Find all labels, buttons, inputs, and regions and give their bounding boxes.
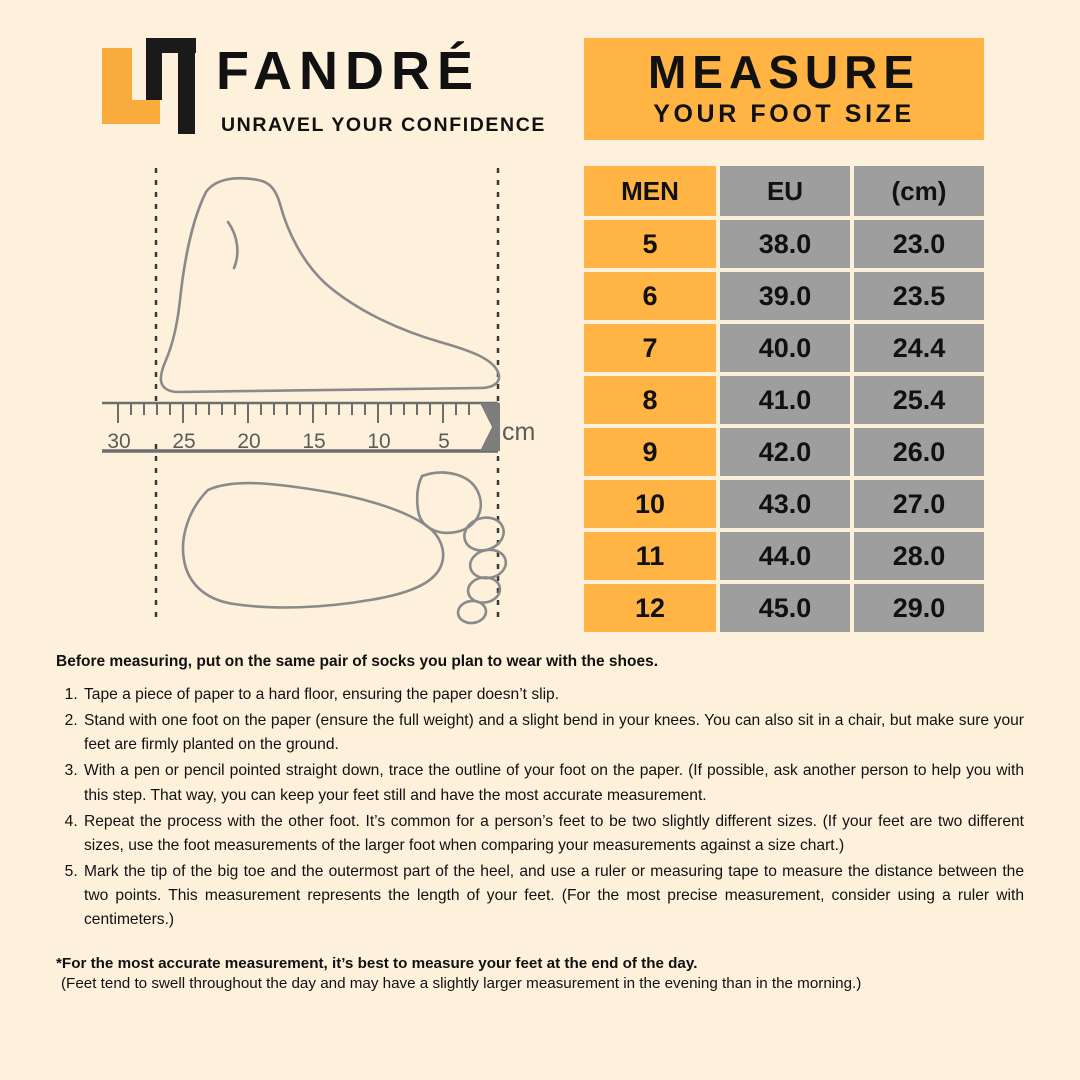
- table-cell: 10: [584, 480, 716, 528]
- brand-tagline: UNRAVEL YOUR CONFIDENCE: [221, 114, 546, 136]
- table-cell: 29.0: [854, 584, 984, 632]
- table-cell: 27.0: [854, 480, 984, 528]
- table-header-cell: MEN: [584, 166, 716, 216]
- footnote-bold: *For the most accurate measurement, it’s best to measure your feet at the end of the day.: [56, 954, 698, 972]
- table-row: [584, 480, 984, 528]
- table-row: [584, 220, 984, 268]
- table-cell: 41.0: [716, 376, 854, 424]
- instructions-section: [0, 645, 1080, 992]
- table-cell: 9: [584, 428, 716, 476]
- ruler-unit-label: cm: [502, 418, 536, 446]
- instruction-step: 1. Tape a piece of paper to a hard floor, ensuring the paper doesn’t slip.: [82, 683, 1024, 707]
- table-cell: 28.0: [854, 532, 984, 580]
- table-cell: 12: [584, 584, 716, 632]
- svg-text:30: 30: [107, 430, 131, 453]
- table-cell: 25.4: [854, 376, 984, 424]
- instructions-intro: Before measuring, put on the same pair of socks you plan to wear with the shoes.: [56, 653, 659, 670]
- foot-measurement-illustration: [88, 160, 558, 630]
- table-cell: 24.4: [854, 324, 984, 372]
- brand-logo: [88, 36, 558, 146]
- banner-line-1: MEASURE: [647, 45, 921, 98]
- brand-name: FANDRÉ: [216, 41, 481, 101]
- svg-text:20: 20: [237, 430, 261, 453]
- table-cell: 44.0: [716, 532, 854, 580]
- table-cell: 7: [584, 324, 716, 372]
- footnote-note: (Feet tend to swell throughout the day and may have a slightly larger measurement in the evening than in the morning.): [61, 974, 862, 992]
- table-cell: 38.0: [716, 220, 854, 268]
- table-row: [584, 376, 984, 424]
- table-cell: 11: [584, 532, 716, 580]
- svg-text:15: 15: [302, 430, 326, 453]
- size-chart-table: [584, 162, 984, 636]
- table-header-row: [584, 166, 984, 216]
- table-cell: 45.0: [716, 584, 854, 632]
- table-row: [584, 532, 984, 580]
- table-row: [584, 324, 984, 372]
- svg-text:25: 25: [172, 430, 196, 453]
- table-cell: 42.0: [716, 428, 854, 476]
- table-row: [584, 272, 984, 320]
- table-row: [584, 584, 984, 632]
- table-header-cell: (cm): [854, 166, 984, 216]
- fandre-monogram-icon: [102, 38, 208, 134]
- table-row: [584, 428, 984, 476]
- instruction-steps: [56, 683, 1024, 933]
- table-cell: 8: [584, 376, 716, 424]
- table-cell: 6: [584, 272, 716, 320]
- svg-text:5: 5: [438, 430, 450, 453]
- banner-line-2: YOUR FOOT SIZE: [653, 100, 915, 129]
- table-cell: 23.0: [854, 220, 984, 268]
- measure-banner: [584, 38, 984, 140]
- table-cell: 40.0: [716, 324, 854, 372]
- table-cell: 39.0: [716, 272, 854, 320]
- instruction-step: 3. With a pen or pencil pointed straight down, trace the outline of your foot on the paper. (If possible, ask another person to help you with this step. That way, you can keep your feet still and have the most accurate measurement.: [82, 759, 1024, 807]
- instruction-step: 4. Repeat the process with the other foot. It’s common for a person’s feet to be two slightly different sizes. (If your feet are two different sizes, use the foot measurements of the larger foot when comparing your measurements against a size chart.): [82, 810, 1024, 858]
- table-cell: 43.0: [716, 480, 854, 528]
- instruction-step: 5. Mark the tip of the big toe and the outermost part of the heel, and use a ruler or measuring tape to measure the distance between the two points. This measurement represents the length of your feet. (For the most precise measurement, consider using a ruler with centimeters.): [82, 860, 1024, 932]
- instruction-step: 2. Stand with one foot on the paper (ensure the full weight) and a slight bend in your knees. You can also sit in a chair, but make sure your feet are firmly planted on the ground.: [82, 709, 1024, 757]
- svg-text:10: 10: [367, 430, 391, 453]
- table-cell: 5: [584, 220, 716, 268]
- table-cell: 23.5: [854, 272, 984, 320]
- table-cell: 26.0: [854, 428, 984, 476]
- table-header-cell: EU: [716, 166, 854, 216]
